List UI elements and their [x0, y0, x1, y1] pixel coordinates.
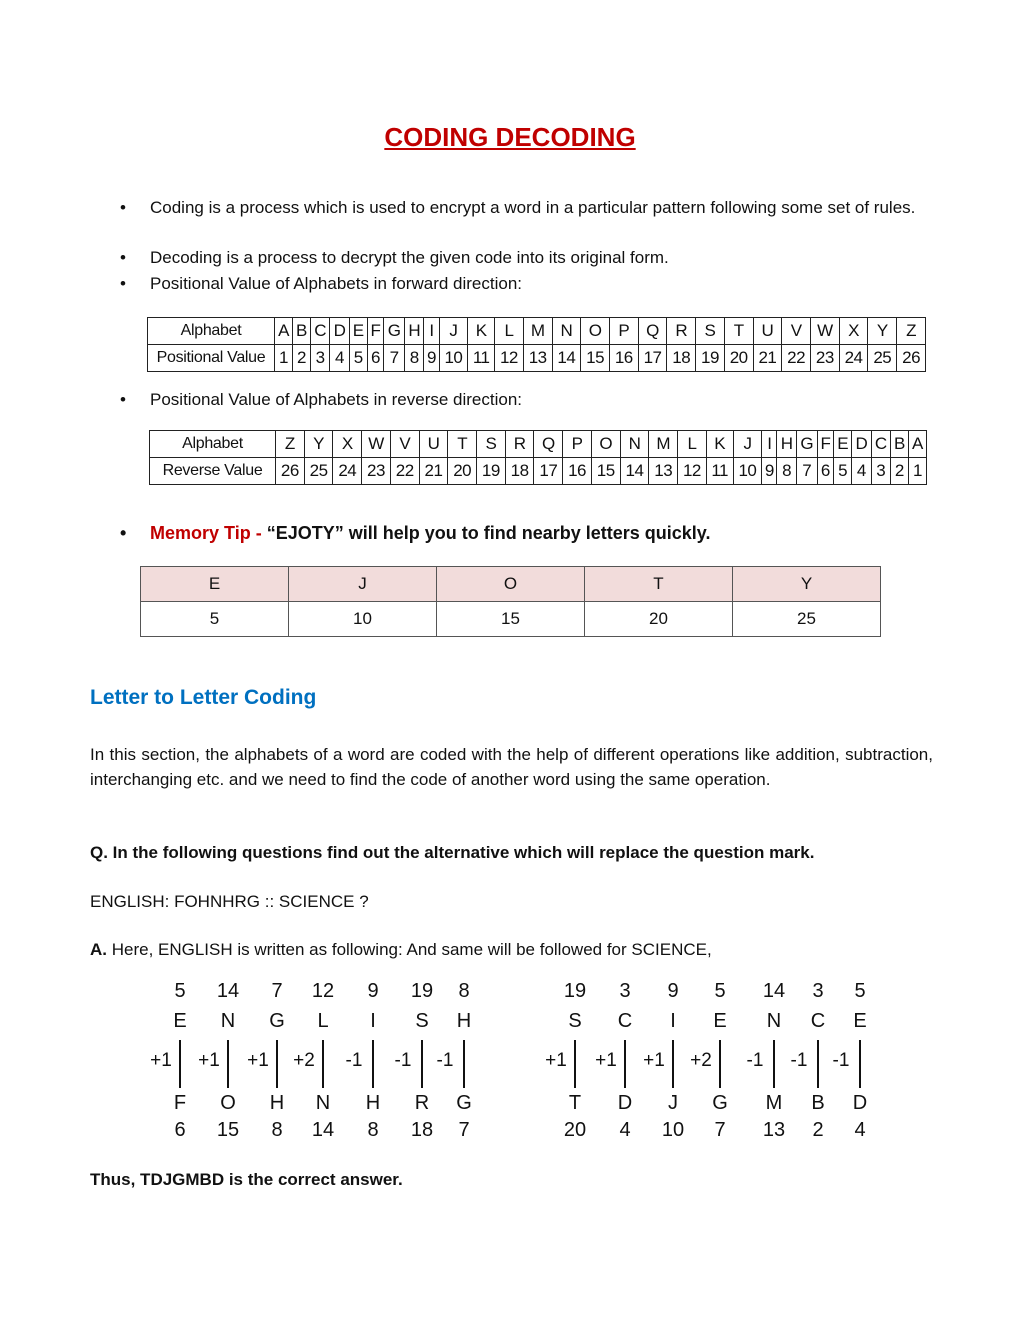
table-cell: 20: [585, 602, 733, 637]
table-cell: W: [810, 318, 839, 345]
row-label: Alphabet: [148, 318, 275, 345]
diagram-bottom-letters: N: [315, 1092, 331, 1114]
table-cell: T: [448, 431, 477, 458]
diagram-bottom-nums: 8: [271, 1119, 283, 1141]
table-cell: 25: [868, 345, 897, 372]
table-cell: H: [405, 318, 424, 345]
table-cell: Y: [304, 431, 333, 458]
table-cell: 10: [733, 458, 762, 485]
diagram-top-letters: L: [317, 1010, 329, 1032]
table-cell: 26: [276, 458, 305, 485]
bullet-reverse: • Positional Value of Alphabets in reverse direction:: [150, 387, 940, 412]
table-cell: R: [505, 431, 534, 458]
table-cell: J: [439, 318, 468, 345]
table-cell: N: [620, 431, 649, 458]
table-cell: 8: [777, 458, 796, 485]
table-cell: K: [706, 431, 733, 458]
table-cell: N: [552, 318, 581, 345]
table-cell: 11: [706, 458, 733, 485]
memory-tip-label: Memory Tip -: [150, 523, 267, 543]
row-label: Positional Value: [148, 345, 275, 372]
table-cell: 17: [638, 345, 667, 372]
diagram-top-nums: 8: [458, 980, 470, 1002]
table-cell: 15: [591, 458, 620, 485]
table-cell: 11: [468, 345, 495, 372]
table-cell: R: [667, 318, 696, 345]
question: Q. In the following questions find out the alternative which will replace the question mark.: [90, 843, 815, 862]
table-cell: 13: [523, 345, 552, 372]
table-cell: C: [310, 318, 329, 345]
bullet-coding: • Coding is a process which is used to encrypt a word in a particular pattern following some set of rules.: [150, 195, 940, 220]
diagram-operation: -1: [394, 1050, 412, 1071]
table-cell: 2: [890, 458, 908, 485]
diagram-bottom-letters: R: [414, 1092, 430, 1114]
diagram-arrow-line: [276, 1040, 278, 1088]
table-cell: A: [908, 431, 926, 458]
table-cell: 15: [581, 345, 610, 372]
page-title: CODING DECODING: [384, 122, 636, 152]
diagram-top-letters: G: [269, 1010, 285, 1032]
table-cell: 2: [292, 345, 310, 372]
table-cell: 25: [304, 458, 333, 485]
diagram-operation: +1: [595, 1050, 617, 1071]
diagram-bottom-nums: 2: [812, 1119, 824, 1141]
diagram-operation: +2: [293, 1050, 315, 1071]
diagram-bottom-nums: 7: [714, 1119, 726, 1141]
table-cell: 13: [649, 458, 678, 485]
table-cell: 23: [810, 345, 839, 372]
diagram-top-nums: 5: [714, 980, 726, 1002]
table-cell: 12: [678, 458, 707, 485]
diagram-arrow-line: [574, 1040, 576, 1088]
diagram-top-nums: 14: [216, 980, 240, 1002]
table-cell: 5: [834, 458, 852, 485]
table-cell: I: [424, 318, 439, 345]
table-cell: 16: [609, 345, 638, 372]
table-cell: C: [871, 431, 890, 458]
table-cell: D: [852, 431, 871, 458]
table-cell: D: [330, 318, 349, 345]
diagram-top-letters: C: [617, 1010, 633, 1032]
diagram-operation: -1: [790, 1050, 808, 1071]
diagram-operation: +2: [690, 1050, 712, 1071]
table-cell: L: [495, 318, 524, 345]
diagram-top-nums: 12: [311, 980, 335, 1002]
table-cell: X: [839, 318, 868, 345]
diagram-arrow-line: [421, 1040, 423, 1088]
table-cell: J: [733, 431, 762, 458]
diagram-bottom-letters: D: [852, 1092, 868, 1114]
forward-alphabet-table: [147, 317, 926, 372]
answer: [90, 937, 933, 962]
table-cell: 20: [448, 458, 477, 485]
table-cell: 10: [289, 602, 437, 637]
table-cell: G: [384, 318, 405, 345]
table-cell: 10: [439, 345, 468, 372]
bullet-forward: • Positional Value of Alphabets in forward direction:: [150, 271, 940, 296]
table-cell: 7: [796, 458, 817, 485]
table-cell: K: [468, 318, 495, 345]
table-cell: 20: [724, 345, 753, 372]
diagram-bottom-letters: J: [668, 1092, 678, 1114]
diagram-bottom-nums: 8: [367, 1119, 379, 1141]
table-cell: E: [141, 567, 289, 602]
diagram-top-letters: E: [853, 1010, 867, 1032]
diagram-bottom-letters: H: [365, 1092, 381, 1114]
table-cell: 21: [419, 458, 448, 485]
diagram-top-letters: E: [713, 1010, 727, 1032]
table-cell: 3: [310, 345, 329, 372]
row-label: Alphabet: [150, 431, 276, 458]
ejoty-table: [140, 566, 881, 637]
diagram-operation: +1: [150, 1050, 172, 1071]
table-cell: E: [349, 318, 367, 345]
table-cell: 14: [620, 458, 649, 485]
table-cell: U: [753, 318, 782, 345]
diagram-bottom-nums: 4: [619, 1119, 631, 1141]
diagram-bottom-nums: 4: [854, 1119, 866, 1141]
diagram-top-letters: N: [766, 1010, 782, 1032]
diagram-operation: +1: [247, 1050, 269, 1071]
table-cell: 7: [384, 345, 405, 372]
table-cell: P: [609, 318, 638, 345]
table-cell: 22: [782, 345, 811, 372]
diagram-arrow-line: [179, 1040, 181, 1088]
table-cell: Q: [638, 318, 667, 345]
diagram-bottom-nums: 13: [762, 1119, 786, 1141]
diagram-top-letters: S: [415, 1010, 429, 1032]
table-cell: 9: [424, 345, 439, 372]
table-cell: 5: [349, 345, 367, 372]
memory-tip: [150, 521, 940, 546]
diagram-bottom-letters: D: [617, 1092, 633, 1114]
diagram-arrow-line: [719, 1040, 721, 1088]
table-cell: O: [437, 567, 585, 602]
diagram-arrow-line: [227, 1040, 229, 1088]
table-cell: 4: [852, 458, 871, 485]
table-cell: Y: [868, 318, 897, 345]
table-cell: O: [591, 431, 620, 458]
table-cell: 17: [534, 458, 563, 485]
table-cell: V: [782, 318, 811, 345]
diagram-arrow-line: [322, 1040, 324, 1088]
table-cell: Z: [276, 431, 305, 458]
diagram-top-nums: 9: [367, 980, 379, 1002]
table-cell: 6: [817, 458, 834, 485]
table-cell: 3: [871, 458, 890, 485]
diagram-arrow-line: [463, 1040, 465, 1088]
table-cell: X: [333, 431, 362, 458]
diagram-top-nums: 14: [762, 980, 786, 1002]
table-cell: 19: [477, 458, 506, 485]
diagram-bottom-letters: G: [712, 1092, 728, 1114]
table-cell: T: [724, 318, 753, 345]
diagram-operation: -1: [832, 1050, 850, 1071]
answer-text: Here, ENGLISH is written as following: And same will be followed for SCIENCE,: [107, 940, 712, 959]
table-cell: 19: [696, 345, 725, 372]
memory-tip-text: “EJOTY” will help you to find nearby letters quickly.: [266, 523, 711, 543]
diagram-operation: -1: [746, 1050, 764, 1071]
diagram-top-letters: N: [220, 1010, 236, 1032]
diagram-top-nums: 7: [271, 980, 283, 1002]
row-label: Reverse Value: [150, 458, 276, 485]
table-cell: I: [762, 431, 777, 458]
table-cell: 18: [667, 345, 696, 372]
answer-label: A.: [90, 940, 107, 959]
diagram-top-nums: 19: [410, 980, 434, 1002]
table-cell: 15: [437, 602, 585, 637]
diagram-bottom-nums: 15: [216, 1119, 240, 1141]
diagram-bottom-letters: T: [568, 1092, 582, 1114]
diagram-bottom-letters: H: [269, 1092, 285, 1114]
table-cell: U: [419, 431, 448, 458]
table-cell: 12: [495, 345, 524, 372]
table-cell: W: [362, 431, 391, 458]
diagram-top-letters: S: [568, 1010, 582, 1032]
diagram-top-nums: 3: [812, 980, 824, 1002]
table-cell: 8: [405, 345, 424, 372]
diagram-top-nums: 19: [563, 980, 587, 1002]
diagram-operation: +1: [198, 1050, 220, 1071]
diagram-top-nums: 9: [667, 980, 679, 1002]
diagram-bottom-nums: 18: [410, 1119, 434, 1141]
diagram-bottom-letters: G: [456, 1092, 472, 1114]
table-cell: 16: [563, 458, 592, 485]
diagram-operation: +1: [643, 1050, 665, 1071]
table-cell: G: [796, 431, 817, 458]
table-cell: 24: [839, 345, 868, 372]
table-cell: T: [585, 567, 733, 602]
diagram-bottom-letters: O: [220, 1092, 236, 1114]
table-cell: H: [777, 431, 796, 458]
table-cell: 9: [762, 458, 777, 485]
table-cell: 5: [141, 602, 289, 637]
diagram-arrow-line: [624, 1040, 626, 1088]
reverse-alphabet-table: [149, 430, 927, 485]
table-cell: Z: [897, 318, 926, 345]
table-cell: B: [292, 318, 310, 345]
diagram-arrow-line: [672, 1040, 674, 1088]
table-cell: 26: [897, 345, 926, 372]
table-cell: F: [367, 318, 384, 345]
table-cell: 25: [733, 602, 881, 637]
diagram-top-letters: H: [456, 1010, 472, 1032]
diagram-arrow-line: [372, 1040, 374, 1088]
diagram-bottom-nums: 10: [661, 1119, 685, 1141]
table-cell: 4: [330, 345, 349, 372]
table-cell: M: [523, 318, 552, 345]
table-cell: 6: [367, 345, 384, 372]
diagram-top-letters: I: [370, 1010, 376, 1032]
table-cell: S: [696, 318, 725, 345]
table-cell: J: [289, 567, 437, 602]
table-cell: 24: [333, 458, 362, 485]
diagram-top-nums: 3: [619, 980, 631, 1002]
table-cell: V: [390, 431, 419, 458]
table-cell: F: [817, 431, 834, 458]
table-cell: 23: [362, 458, 391, 485]
diagram-top-letters: C: [810, 1010, 826, 1032]
conclusion: Thus, TDJGMBD is the correct answer.: [90, 1170, 403, 1189]
table-cell: O: [581, 318, 610, 345]
table-cell: 1: [908, 458, 926, 485]
table-cell: Q: [534, 431, 563, 458]
table-cell: 22: [390, 458, 419, 485]
diagram-arrow-line: [773, 1040, 775, 1088]
table-cell: 1: [275, 345, 293, 372]
table-cell: B: [890, 431, 908, 458]
section-text: In this section, the alphabets of a word are coded with the help of different operations like addition, subtraction, interchanging etc. and we need to find the code of another word using the same operation.: [90, 745, 933, 789]
table-cell: Y: [733, 567, 881, 602]
table-cell: P: [563, 431, 592, 458]
diagram-top-nums: 5: [174, 980, 186, 1002]
diagram-bottom-nums: 14: [311, 1119, 335, 1141]
bullet-decoding: • Decoding is a process to decrypt the given code into its original form.: [150, 245, 940, 270]
diagram-bottom-nums: 7: [458, 1119, 470, 1141]
table-cell: 18: [505, 458, 534, 485]
diagram-bottom-nums: 20: [563, 1119, 587, 1141]
diagram-bottom-letters: F: [173, 1092, 187, 1114]
table-cell: 21: [753, 345, 782, 372]
table-cell: S: [477, 431, 506, 458]
diagram-bottom-letters: M: [765, 1092, 783, 1114]
section-heading: Letter to Letter Coding: [90, 686, 317, 709]
diagram-arrow-line: [817, 1040, 819, 1088]
diagram-top-letters: E: [173, 1010, 187, 1032]
diagram-bottom-nums: 6: [174, 1119, 186, 1141]
table-cell: E: [834, 431, 852, 458]
diagram-top-nums: 5: [854, 980, 866, 1002]
table-cell: 14: [552, 345, 581, 372]
diagram-operation: +1: [545, 1050, 567, 1071]
diagram-operation: -1: [436, 1050, 454, 1071]
diagram-top-letters: I: [670, 1010, 676, 1032]
diagram-bottom-letters: B: [811, 1092, 825, 1114]
diagram-arrow-line: [859, 1040, 861, 1088]
table-cell: A: [275, 318, 293, 345]
table-cell: L: [678, 431, 707, 458]
problem: ENGLISH: FOHNHRG :: SCIENCE ?: [90, 892, 369, 911]
table-cell: M: [649, 431, 678, 458]
diagram-operation: -1: [345, 1050, 363, 1071]
